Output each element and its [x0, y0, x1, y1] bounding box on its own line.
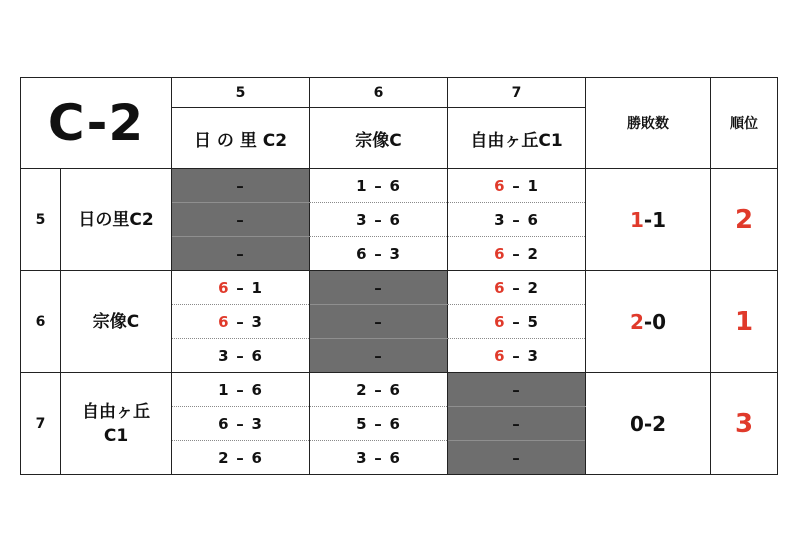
score-cell — [448, 237, 586, 271]
record-separator: - — [643, 411, 653, 436]
score-left: 6 — [494, 312, 506, 331]
score-separator: – — [512, 346, 521, 365]
score-right: 6 — [389, 448, 401, 467]
self-match-cell — [448, 373, 586, 407]
score-right: 3 — [251, 312, 263, 331]
score-right: 6 — [389, 380, 401, 399]
score-cell — [310, 407, 448, 441]
win-loss-record — [586, 169, 711, 271]
record-header: 勝敗数 — [586, 78, 711, 169]
score-right: 6 — [251, 380, 263, 399]
self-match-cell — [172, 237, 310, 271]
score-cell — [448, 203, 586, 237]
row-number: 7 — [21, 373, 61, 475]
score-right: 3 — [389, 244, 401, 263]
score-right: 6 — [389, 414, 401, 433]
score-left: 1 — [356, 176, 368, 195]
score-separator: – — [374, 448, 383, 467]
rank-value: 1 — [711, 271, 778, 373]
win-loss-record — [586, 271, 711, 373]
score-separator: – — [374, 414, 383, 433]
score-left: 3 — [494, 210, 506, 229]
score-separator: – — [512, 278, 521, 297]
self-match-cell — [310, 305, 448, 339]
score-right: 1 — [527, 176, 539, 195]
rank-value: 2 — [711, 169, 778, 271]
row-team-name-line1: 自由ヶ丘 — [82, 401, 150, 422]
score-separator: – — [236, 312, 245, 331]
score-dash: – — [374, 312, 383, 331]
score-separator: – — [236, 414, 245, 433]
row-team-name: 宗像C — [61, 271, 172, 373]
row-team-name-line2: C1 — [103, 425, 129, 446]
column-number: 6 — [310, 78, 448, 108]
column-team-name: 日 の 里 C2 — [172, 108, 310, 169]
column-number: 7 — [448, 78, 586, 108]
row-number: 6 — [21, 271, 61, 373]
record-losses: 0 — [652, 309, 667, 334]
score-separator: – — [236, 448, 245, 467]
score-cell — [172, 373, 310, 407]
record-losses: 2 — [652, 411, 667, 436]
score-dash: – — [236, 210, 245, 229]
score-separator: – — [236, 380, 245, 399]
self-match-cell — [310, 271, 448, 305]
score-left: 2 — [218, 448, 230, 467]
league-table-sheet — [20, 77, 777, 481]
score-left: 6 — [494, 176, 506, 195]
score-right: 6 — [389, 210, 401, 229]
score-left: 6 — [494, 346, 506, 365]
round-robin-table — [20, 77, 778, 475]
score-left: 6 — [218, 414, 230, 433]
score-cell — [172, 407, 310, 441]
score-cell — [172, 271, 310, 305]
score-left: 6 — [494, 278, 506, 297]
record-separator: - — [643, 207, 653, 232]
score-separator: – — [374, 380, 383, 399]
self-match-cell — [310, 339, 448, 373]
column-team-name: 宗像C — [310, 108, 448, 169]
score-dash: – — [236, 176, 245, 195]
score-dash: – — [512, 414, 521, 433]
self-match-cell — [448, 441, 586, 475]
score-right: 6 — [389, 176, 401, 195]
score-separator: – — [512, 244, 521, 263]
record-wins: 1 — [629, 207, 644, 232]
row-team-name — [61, 373, 172, 475]
record-wins: 0 — [629, 411, 644, 436]
group-title: C-2 — [21, 78, 172, 169]
score-cell — [310, 373, 448, 407]
score-separator: – — [512, 210, 521, 229]
score-cell — [310, 237, 448, 271]
score-cell — [448, 305, 586, 339]
score-cell — [172, 441, 310, 475]
score-dash: – — [512, 448, 521, 467]
score-left: 2 — [356, 380, 368, 399]
rank-header: 順位 — [711, 78, 778, 169]
self-match-cell — [172, 169, 310, 203]
score-separator: – — [512, 176, 521, 195]
score-cell — [310, 441, 448, 475]
row-number: 5 — [21, 169, 61, 271]
score-left: 3 — [356, 210, 368, 229]
score-right: 3 — [251, 414, 263, 433]
score-right: 6 — [251, 448, 263, 467]
rank-value: 3 — [711, 373, 778, 475]
score-cell — [448, 169, 586, 203]
score-left: 6 — [218, 312, 230, 331]
record-separator: - — [643, 309, 653, 334]
record-losses: 1 — [652, 207, 667, 232]
score-left: 3 — [356, 448, 368, 467]
score-dash: – — [512, 380, 521, 399]
self-match-cell — [448, 407, 586, 441]
score-right: 3 — [527, 346, 539, 365]
score-separator: – — [374, 210, 383, 229]
score-right: 2 — [527, 278, 539, 297]
column-number: 5 — [172, 78, 310, 108]
score-cell — [310, 169, 448, 203]
record-wins: 2 — [629, 309, 644, 334]
score-cell — [310, 203, 448, 237]
score-right: 1 — [251, 278, 263, 297]
column-team-name: 自由ヶ丘C1 — [448, 108, 586, 169]
score-cell — [172, 339, 310, 373]
score-dash: – — [374, 278, 383, 297]
score-left: 6 — [218, 278, 230, 297]
score-separator: – — [236, 278, 245, 297]
score-dash: – — [236, 244, 245, 263]
score-right: 2 — [527, 244, 539, 263]
score-left: 6 — [356, 244, 368, 263]
score-cell — [448, 339, 586, 373]
score-separator: – — [374, 176, 383, 195]
score-separator: – — [374, 244, 383, 263]
row-team-name: 日の里C2 — [61, 169, 172, 271]
score-left: 6 — [494, 244, 506, 263]
score-dash: – — [374, 346, 383, 365]
win-loss-record — [586, 373, 711, 475]
score-right: 6 — [527, 210, 539, 229]
score-cell — [172, 305, 310, 339]
score-cell — [448, 271, 586, 305]
score-left: 5 — [356, 414, 368, 433]
score-separator: – — [236, 346, 245, 365]
score-right: 5 — [527, 312, 539, 331]
self-match-cell — [172, 203, 310, 237]
score-left: 3 — [218, 346, 230, 365]
score-separator: – — [512, 312, 521, 331]
score-left: 1 — [218, 380, 230, 399]
score-right: 6 — [251, 346, 263, 365]
